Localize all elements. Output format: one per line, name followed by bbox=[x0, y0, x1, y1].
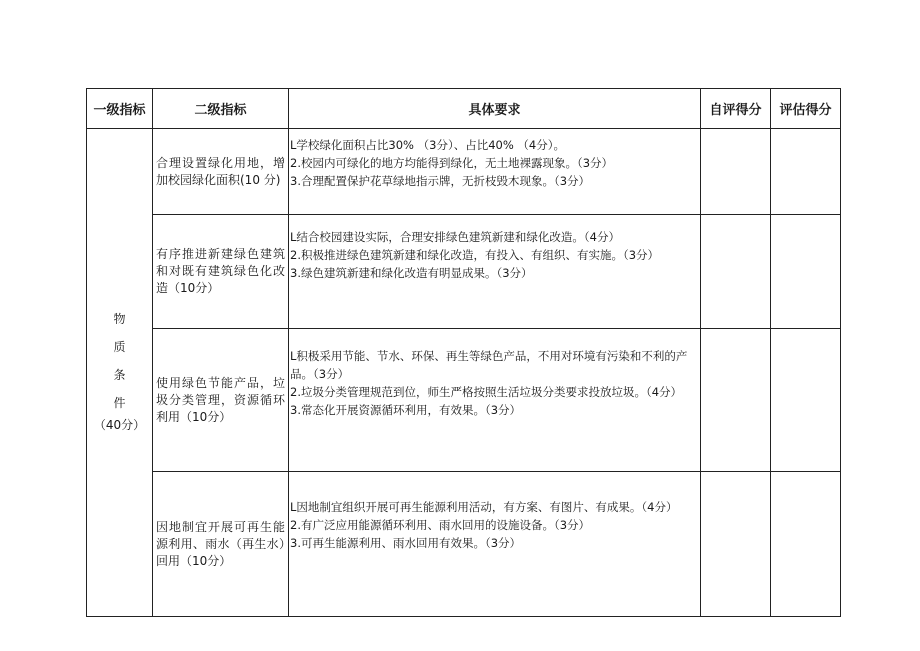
header-requirements: 具体要求 bbox=[289, 89, 701, 129]
requirement-line: 2.垃圾分类管理规范到位，师生严格按照生活垃圾分类要求投放垃圾。（4分） bbox=[290, 385, 683, 399]
self-score-cell[interactable] bbox=[701, 129, 771, 215]
indicator-cell: 合理设置绿化用地，增加校园绿化面积(10 分) bbox=[153, 129, 289, 215]
requirement-line: L结合校园建设实际，合理安排绿色建筑新建和绿化改造。（4分） bbox=[290, 230, 620, 244]
table-row bbox=[87, 329, 841, 472]
requirements-cell bbox=[289, 129, 701, 215]
indicator-cell: 因地制宜开展可再生能源利用、雨水（再生水）回用（10分） bbox=[153, 472, 289, 617]
header-row bbox=[87, 89, 841, 129]
requirement-line: 3.绿色建筑新建和绿化改造有明显成果。（3分） bbox=[290, 266, 533, 280]
requirement-line: L学校绿化面积占比30% （3分）、占比40% （4分）。 bbox=[290, 138, 565, 152]
category-char: 件 bbox=[113, 396, 126, 410]
self-score-cell[interactable] bbox=[701, 472, 771, 617]
requirements-cell bbox=[289, 329, 701, 472]
eval-score-cell[interactable] bbox=[771, 329, 841, 472]
table-row bbox=[87, 129, 841, 215]
requirements-cell bbox=[289, 215, 701, 329]
requirements-cell bbox=[289, 472, 701, 617]
self-score-cell[interactable] bbox=[701, 215, 771, 329]
requirement-line: L积极采用节能、节水、环保、再生等绿色产品，不用对环境有污染和不利的产品。（3分） bbox=[290, 349, 688, 381]
category-char: 物 bbox=[113, 312, 126, 326]
requirement-line: 2.有广泛应用能源循环利用、雨水回用的设施设备。（3分） bbox=[290, 518, 591, 532]
category-points: （40分） bbox=[93, 418, 146, 432]
requirement-line: 3.可再生能源利用、雨水回用有效果。（3分） bbox=[290, 536, 522, 550]
requirement-line: 2.校园内可绿化的地方均能得到绿化，无土地裸露现象。（3分） bbox=[290, 156, 614, 170]
header-level1: 一级指标 bbox=[87, 89, 153, 129]
eval-score-cell[interactable] bbox=[771, 215, 841, 329]
category-char: 质 bbox=[113, 340, 126, 354]
header-eval-score: 评估得分 bbox=[771, 89, 841, 129]
category-cell bbox=[87, 129, 153, 617]
table-row bbox=[87, 215, 841, 329]
eval-score-cell[interactable] bbox=[771, 472, 841, 617]
header-level2: 二级指标 bbox=[153, 89, 289, 129]
requirement-line: L因地制宜组织开展可再生能源利用活动，有方案、有图片、有成果。（4分） bbox=[290, 500, 678, 514]
table-row bbox=[87, 472, 841, 617]
indicator-cell: 有序推进新建绿色建筑和对既有建筑绿色化改造（10分） bbox=[153, 215, 289, 329]
requirement-line: 3.常态化开展资源循环利用，有效果。（3分） bbox=[290, 403, 522, 417]
eval-score-cell[interactable] bbox=[771, 129, 841, 215]
self-score-cell[interactable] bbox=[701, 329, 771, 472]
evaluation-table bbox=[86, 88, 841, 617]
requirement-line: 2.积极推进绿色建筑新建和绿化改造，有投入、有组织、有实施。（3分） bbox=[290, 248, 660, 262]
header-self-score: 自评得分 bbox=[701, 89, 771, 129]
category-char: 条 bbox=[113, 368, 126, 382]
requirement-line: 3.合理配置保护花草绿地指示牌，无折枝毁木现象。（3分） bbox=[290, 174, 591, 188]
indicator-cell: 使用绿色节能产品，垃圾分类管理，资源循环利用（10分） bbox=[153, 329, 289, 472]
